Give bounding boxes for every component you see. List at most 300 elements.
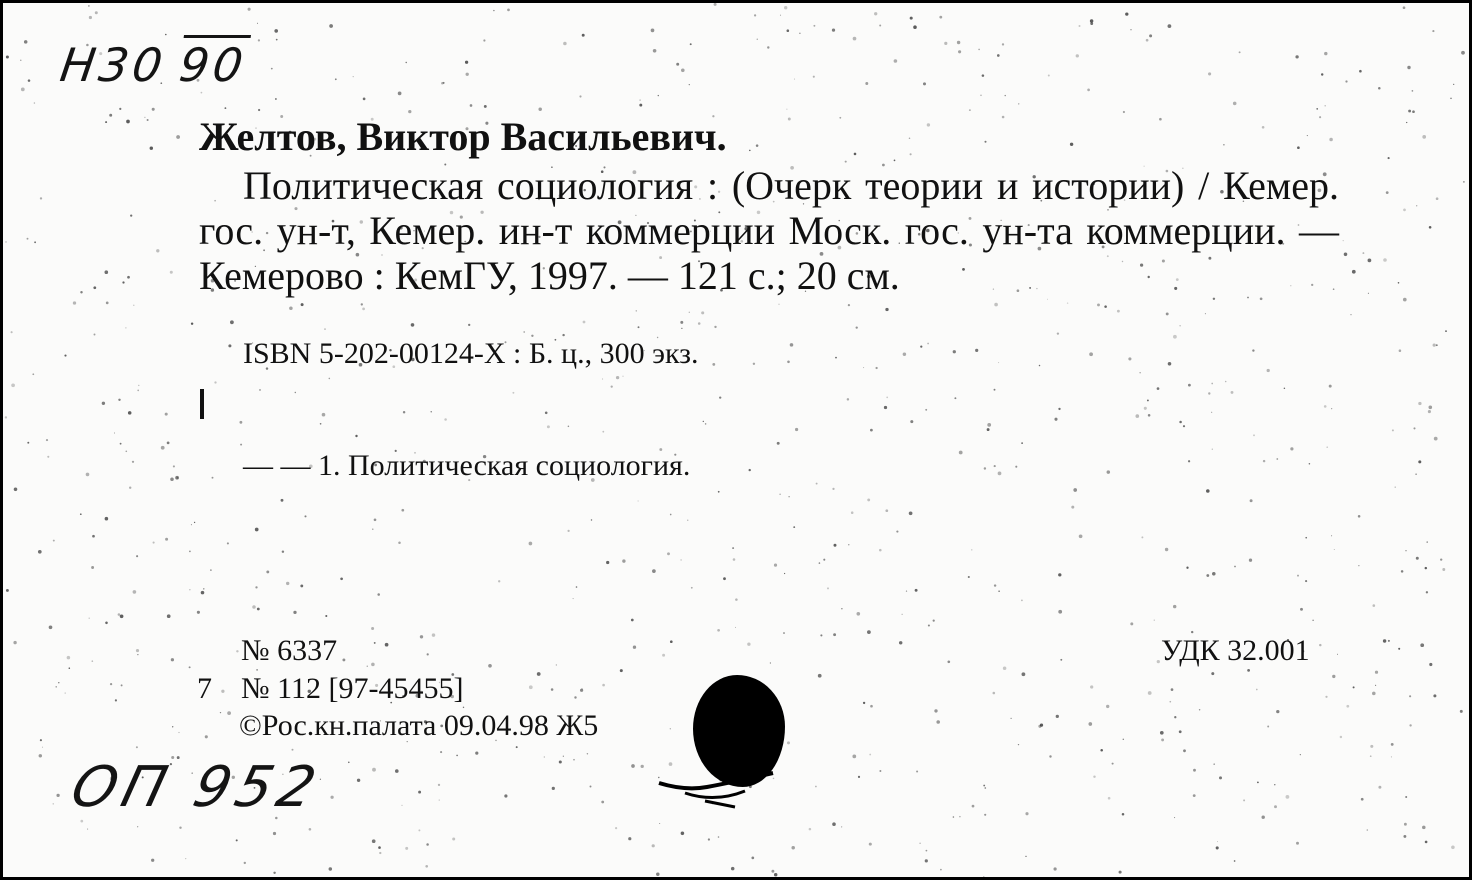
speckle xyxy=(788,118,791,121)
speckle xyxy=(309,828,312,831)
speckle xyxy=(851,511,854,514)
speckle xyxy=(5,416,7,418)
speckle xyxy=(902,614,903,615)
speckle xyxy=(1418,402,1421,405)
speckle xyxy=(913,25,917,29)
speckle xyxy=(439,800,440,801)
speckle xyxy=(865,82,868,85)
speckle xyxy=(529,685,533,689)
speckle xyxy=(1173,605,1176,608)
speckle xyxy=(870,429,873,432)
speckle xyxy=(1212,449,1213,450)
speckle xyxy=(11,383,15,387)
speckle xyxy=(1409,724,1411,726)
speckle xyxy=(227,542,229,544)
speckle xyxy=(1440,558,1442,560)
speckle xyxy=(1144,407,1147,410)
speckle xyxy=(1460,710,1463,713)
speckle xyxy=(27,238,29,240)
speckle xyxy=(80,291,82,293)
speckle xyxy=(1329,385,1332,388)
speckle xyxy=(1174,716,1176,718)
speckle xyxy=(909,511,913,515)
speckle xyxy=(1211,412,1212,413)
speckle xyxy=(137,654,138,655)
speckle xyxy=(910,153,912,155)
speckle xyxy=(1307,135,1308,136)
speckle xyxy=(984,141,986,143)
speckle xyxy=(652,569,656,573)
speckle xyxy=(203,588,204,589)
speckle xyxy=(1039,365,1041,367)
speckle xyxy=(636,310,637,311)
speckle xyxy=(689,84,690,85)
speckle xyxy=(978,49,980,51)
speckle xyxy=(994,465,996,467)
speckle xyxy=(1169,701,1171,703)
speckle xyxy=(591,519,592,520)
speckle xyxy=(1316,108,1318,110)
speckle xyxy=(1406,122,1407,123)
speckle xyxy=(841,826,842,827)
speckle xyxy=(1104,305,1107,308)
speckle xyxy=(398,541,401,544)
speckle xyxy=(719,396,721,398)
speckle xyxy=(1429,406,1433,410)
speckle xyxy=(784,6,787,9)
speckle xyxy=(1404,823,1407,826)
speckle xyxy=(925,859,928,862)
speckle xyxy=(105,270,109,274)
speckle xyxy=(669,762,673,766)
speckle xyxy=(152,108,155,111)
speckle xyxy=(1002,43,1004,45)
speckle xyxy=(545,412,548,415)
speckle xyxy=(1125,12,1128,15)
speckle xyxy=(1337,654,1338,655)
speckle xyxy=(1368,293,1369,294)
speckle xyxy=(1388,640,1390,642)
speckle xyxy=(747,643,750,646)
speckle xyxy=(1297,575,1299,577)
speckle xyxy=(167,614,171,618)
speckle xyxy=(1048,74,1050,76)
speckle xyxy=(1003,667,1007,671)
speckle xyxy=(438,784,440,786)
speckle xyxy=(56,794,59,797)
speckle xyxy=(133,305,134,306)
speckle xyxy=(1252,349,1254,351)
speckle xyxy=(1388,157,1390,159)
speckle xyxy=(11,331,13,333)
speckle xyxy=(1408,110,1411,113)
speckle xyxy=(53,803,54,804)
isbn-line: ISBN 5-202-00124-X : Б. ц., 300 экз. xyxy=(243,337,699,370)
speckle xyxy=(1146,39,1149,42)
speckle xyxy=(147,119,149,121)
speckle xyxy=(144,117,145,118)
speckle xyxy=(1233,102,1237,106)
author-heading: Желтов, Виктор Васильевич. xyxy=(199,114,727,159)
speckle xyxy=(732,547,734,549)
speckle xyxy=(858,776,860,778)
speckle xyxy=(185,858,186,859)
speckle xyxy=(13,641,16,644)
speckle xyxy=(723,577,726,580)
speckle xyxy=(714,3,717,6)
speckle xyxy=(563,756,564,757)
speckle xyxy=(1461,51,1465,55)
speckle xyxy=(1234,566,1236,568)
speckle xyxy=(779,494,781,496)
speckle xyxy=(1253,434,1255,436)
speckle xyxy=(1332,675,1335,678)
speckle xyxy=(1216,846,1219,849)
speckle xyxy=(1005,95,1006,96)
speckle xyxy=(701,311,704,314)
speckle xyxy=(1130,622,1133,625)
speckle xyxy=(259,389,260,390)
speckle xyxy=(1398,648,1400,650)
speckle xyxy=(894,160,896,162)
speckle xyxy=(65,692,66,693)
speckle xyxy=(1049,755,1051,757)
speckle xyxy=(936,720,940,724)
speckle xyxy=(1057,332,1059,334)
speckle xyxy=(1412,90,1414,92)
speckle xyxy=(834,544,837,547)
speckle xyxy=(790,343,794,347)
speckle xyxy=(512,392,514,394)
speckle xyxy=(1305,580,1307,582)
speckle xyxy=(620,669,623,672)
speckle xyxy=(362,308,365,311)
speckle xyxy=(1407,66,1410,69)
speckle xyxy=(631,764,635,768)
speckle xyxy=(972,805,975,808)
speckle xyxy=(1174,817,1175,818)
speckle xyxy=(395,769,399,773)
speckle xyxy=(1319,116,1321,118)
speckle xyxy=(1359,70,1362,73)
speckle xyxy=(778,304,779,305)
speckle xyxy=(1267,726,1269,728)
speckle xyxy=(137,826,138,827)
speckle xyxy=(130,214,132,216)
speckle xyxy=(580,689,583,692)
speckle xyxy=(189,589,190,590)
speckle xyxy=(754,14,756,16)
speckle xyxy=(109,114,112,117)
card-number: № 6337 xyxy=(241,634,338,667)
speckle xyxy=(401,805,402,806)
speckle xyxy=(488,664,492,668)
speckle xyxy=(276,39,278,41)
speckle xyxy=(1239,51,1241,53)
speckle xyxy=(794,79,795,80)
speckle xyxy=(987,423,991,427)
speckle xyxy=(372,529,373,530)
speckle xyxy=(1135,414,1139,418)
speckle xyxy=(1147,399,1149,401)
speckle xyxy=(1208,72,1211,75)
speckle xyxy=(151,859,154,862)
speckle xyxy=(1324,405,1327,408)
speckle xyxy=(1426,591,1428,593)
speckle xyxy=(191,524,192,525)
speckle xyxy=(1040,723,1043,726)
speckle xyxy=(1219,776,1222,779)
speckle xyxy=(431,411,432,412)
speckle xyxy=(1123,111,1125,113)
speckle xyxy=(816,483,818,485)
speckle xyxy=(1076,54,1079,57)
speckle xyxy=(1090,685,1093,688)
speckle xyxy=(378,846,381,849)
speckle xyxy=(105,622,108,625)
speckle xyxy=(953,350,956,353)
speckle xyxy=(161,446,165,450)
speckle xyxy=(870,705,873,708)
speckle xyxy=(87,829,88,830)
speckle xyxy=(236,839,238,841)
speckle xyxy=(371,627,374,630)
speckle xyxy=(1249,559,1252,562)
speckle xyxy=(1018,744,1019,745)
speckle xyxy=(1412,110,1415,113)
speckle xyxy=(1087,89,1090,92)
speckle xyxy=(983,876,984,877)
speckle xyxy=(80,513,82,515)
speckle xyxy=(1179,421,1182,424)
speckle xyxy=(628,837,631,840)
speckle xyxy=(813,25,815,27)
speckle xyxy=(118,613,121,616)
speckle xyxy=(1386,191,1389,194)
speckle xyxy=(1073,488,1077,492)
speckle xyxy=(1130,29,1131,30)
speckle xyxy=(440,751,442,753)
speckle xyxy=(1401,570,1404,573)
speckle xyxy=(507,9,510,12)
speckle xyxy=(24,40,28,44)
speckle xyxy=(1234,860,1236,862)
speckle xyxy=(1025,856,1026,857)
speckle xyxy=(819,562,821,564)
speckle xyxy=(793,526,795,528)
speckle xyxy=(1021,600,1023,602)
speckle xyxy=(940,869,942,871)
speckle xyxy=(361,303,363,305)
speckle xyxy=(14,488,18,492)
speckle xyxy=(1405,550,1406,551)
speckle xyxy=(718,836,720,838)
speckle xyxy=(170,271,173,274)
speckle xyxy=(1361,798,1364,801)
speckle xyxy=(125,327,126,328)
speckle xyxy=(295,392,296,393)
speckle xyxy=(34,241,36,243)
speckle xyxy=(867,630,871,634)
speckle xyxy=(551,688,554,691)
speckle xyxy=(121,684,123,686)
speckle xyxy=(441,82,444,85)
speckle xyxy=(818,674,822,678)
speckle xyxy=(110,683,112,685)
speckle xyxy=(1276,710,1279,713)
speckle xyxy=(132,461,134,463)
speckle xyxy=(1157,387,1160,390)
speckle xyxy=(886,397,888,399)
speckle xyxy=(774,564,777,567)
speckle xyxy=(652,844,655,847)
speckle xyxy=(1433,343,1436,346)
speckle xyxy=(583,321,586,324)
speckle xyxy=(909,137,911,139)
speckle xyxy=(1426,541,1427,542)
speckle xyxy=(670,514,672,516)
speckle xyxy=(1186,567,1188,569)
speckle xyxy=(282,550,284,552)
speckle xyxy=(791,846,794,849)
speckle xyxy=(832,488,834,490)
speckle xyxy=(681,328,682,329)
speckle xyxy=(214,381,216,383)
speckle xyxy=(656,873,659,876)
speckle xyxy=(244,862,246,864)
speckle xyxy=(1206,574,1209,577)
speckle xyxy=(827,587,829,589)
handwritten-shelf-mark: Н30 90 xyxy=(57,35,251,92)
speckle xyxy=(1070,143,1073,146)
speckle xyxy=(465,61,468,64)
speckle xyxy=(21,88,25,92)
speckle xyxy=(875,367,877,369)
speckle xyxy=(717,629,720,632)
speckle xyxy=(273,832,276,835)
bibliographic-description: Политическая социология : (Очерк теории и истории) / Кемер. гос. ун-т, Кемер. ин-т коммерции Моск. гос. ун-та коммерции. — Кемерово : КемГУ, 1997. — 121 с.; 20 см. xyxy=(199,163,1339,298)
speckle xyxy=(1243,799,1245,801)
speckle xyxy=(1451,846,1455,850)
speckle xyxy=(363,98,366,101)
speckle xyxy=(1358,515,1361,518)
speckle xyxy=(329,24,333,28)
speckle xyxy=(27,442,29,444)
speckle xyxy=(191,322,193,324)
speckle xyxy=(1140,372,1141,373)
speckle xyxy=(998,362,999,363)
speckle xyxy=(418,829,420,831)
speckle xyxy=(602,431,604,433)
speckle xyxy=(832,28,835,31)
speckle xyxy=(856,612,860,616)
speckle xyxy=(777,442,780,445)
speckle xyxy=(698,322,701,325)
speckle xyxy=(1276,458,1278,460)
speckle xyxy=(906,590,907,591)
speckle xyxy=(55,686,56,687)
speckle xyxy=(987,428,990,431)
speckle xyxy=(239,421,242,424)
speckle xyxy=(813,76,815,78)
speckle xyxy=(475,752,478,755)
speckle xyxy=(839,117,841,119)
speckle xyxy=(165,413,168,416)
speckle xyxy=(757,39,758,40)
speckle xyxy=(993,692,996,695)
speckle xyxy=(189,551,191,553)
speckle xyxy=(403,411,405,413)
speckle xyxy=(915,589,918,592)
speckle xyxy=(92,535,95,538)
speckle xyxy=(49,625,53,629)
speckle xyxy=(788,496,789,497)
speckle xyxy=(1434,437,1438,441)
speckle xyxy=(1123,739,1124,740)
speckle xyxy=(340,577,343,580)
punch-hole-smudge xyxy=(655,769,775,809)
speckle xyxy=(854,153,857,156)
speckle xyxy=(484,105,487,108)
speckle xyxy=(749,469,751,471)
speckle xyxy=(547,425,550,428)
speckle xyxy=(638,500,639,501)
speckle xyxy=(69,667,71,669)
speckle xyxy=(40,739,42,741)
speckle xyxy=(602,684,605,687)
speckle xyxy=(1168,24,1172,28)
speckle xyxy=(1112,763,1114,765)
handwritten-shelf-mark-overlined: 90 xyxy=(176,35,251,92)
speckle xyxy=(1358,565,1359,566)
speckle xyxy=(105,121,107,123)
speckle xyxy=(136,649,139,652)
speckle xyxy=(1345,80,1347,82)
speckle xyxy=(795,428,798,431)
speckle xyxy=(1179,730,1182,733)
speckle xyxy=(1463,181,1465,183)
speckle xyxy=(1344,253,1348,257)
speckle xyxy=(1054,867,1057,870)
speckle xyxy=(1021,442,1023,444)
speckle xyxy=(1413,427,1415,429)
speckle xyxy=(230,320,234,324)
speckle xyxy=(92,660,94,662)
speckle xyxy=(774,873,777,876)
speckle xyxy=(1334,549,1335,550)
speckle xyxy=(335,78,337,80)
speckle xyxy=(266,570,269,573)
vertical-tick-mark xyxy=(200,389,204,419)
speckle xyxy=(179,826,181,828)
registration-number: № 112 [97-45455] xyxy=(241,672,464,705)
speckle xyxy=(787,29,790,32)
speckle xyxy=(1370,745,1373,748)
speckle xyxy=(903,352,906,355)
speckle xyxy=(80,820,83,823)
speckle xyxy=(958,50,961,53)
speckle xyxy=(210,569,212,571)
speckle xyxy=(1309,463,1311,465)
speckle xyxy=(927,123,930,126)
speckle xyxy=(271,68,273,70)
speckle xyxy=(293,611,296,614)
speckle xyxy=(1257,782,1259,784)
speckle xyxy=(590,786,592,788)
speckle xyxy=(1286,795,1290,799)
speckle xyxy=(611,385,613,387)
speckle xyxy=(300,584,303,587)
